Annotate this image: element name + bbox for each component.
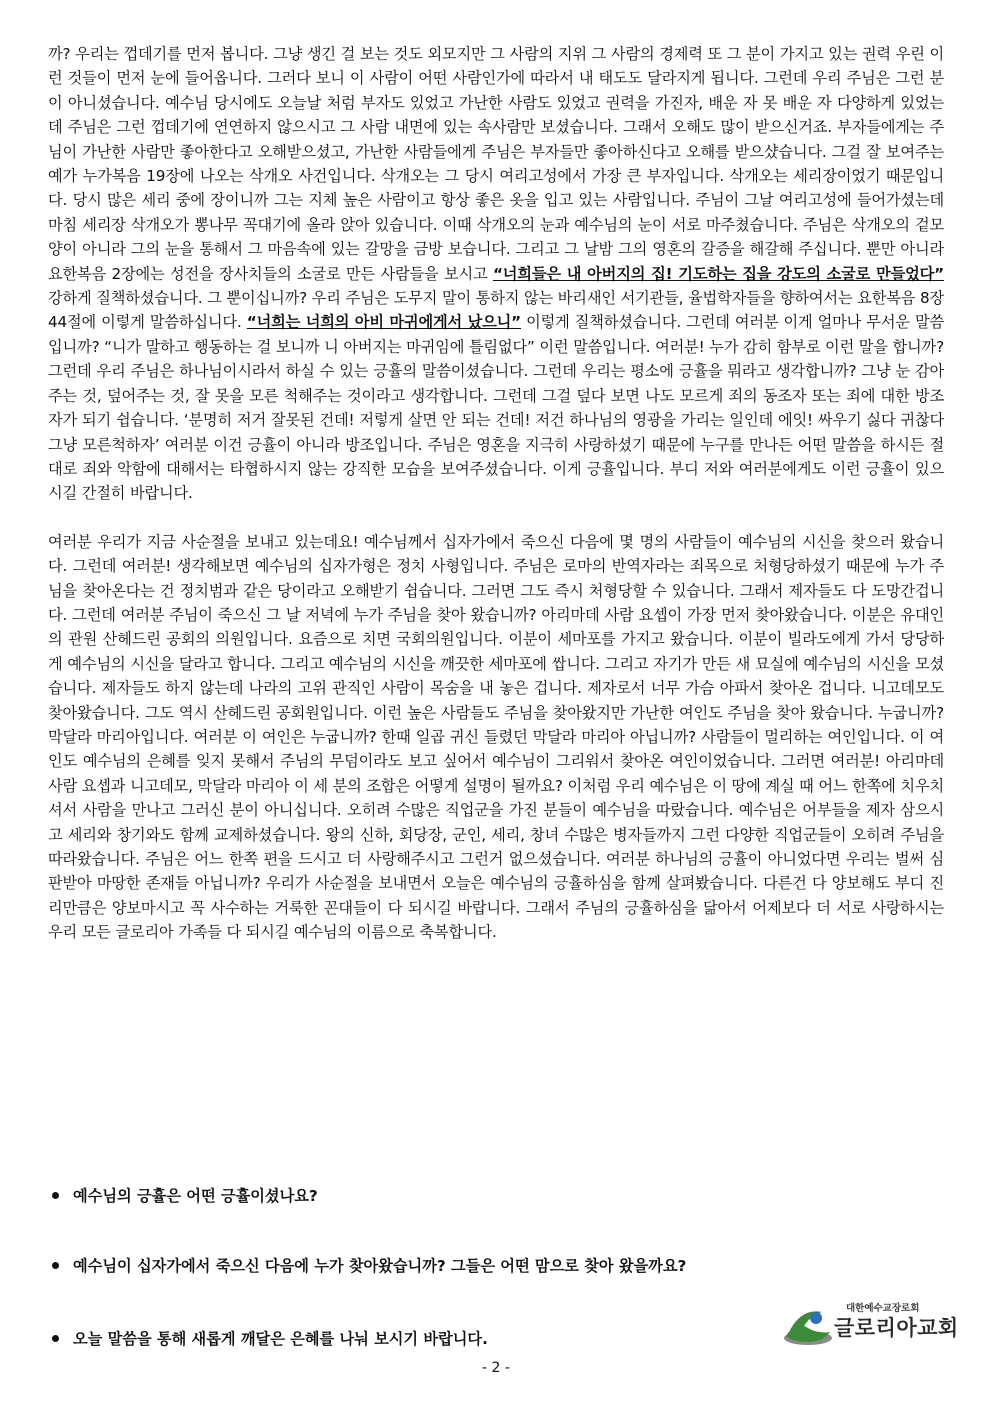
sermon-body	[48, 42, 944, 945]
paragraph-1-text-b: 강하게 질책하셨습니다. 그 뿐이십니까? 우리 주님은 도무지 말이 통하지 않는 바리새인 서기관들, 율법학자들을 향하여서는 요한복음 8장 44절에 이렇게 말씀하십니다.	[48, 289, 944, 332]
bullet-icon	[52, 1192, 59, 1199]
paragraph-1-text-c: 이렇게 질책하셨습니다. 그런데 여러분 이게 얼마나 무서운 말씀입니까? “니가 말하고 행동하는 걸 보니까 니 아버지는 마귀임에 틀림없다” 이런 말씀입니다. 여러분! 누가 감히 함부로 이런 말을 합니까? 그런데 우리 주님은 하나님이시라서 하실 수 있는 긍휼의 말씀이셨습니다. 그런데 우리는 평소에 긍휼을 뭐라고 생각합니까? 그냥 눈 감아주는 것, 덮어주는 것, 잘 못을 모른 척해주는 것이라고 생각합니다. 그런데 그걸 덮다 보면 나도 모르게 죄의 동조자 또는 죄에 대한 방조자가 되기 쉽습니다. ‘분명히 저거 잘못된 건데! 저렇게 살면 안 되는 건데! 저건 하나님의 영광을 가리는 일인데 에잇! 싸우기 싫다 귀찮다 그냥 모른척하자’ 여러분 이건 긍휼이 아니라 방조입니다. 주님은 영혼을 지극히 사랑하셨기 때문에 누구를 만나든 어떤 말씀을 하시든 절대로 죄와 악함에 대해서는 타협하시지 않는 강직한 모습을 보여주셨습니다. 이게 긍휼입니다. 부디 저와 여러분에게도 이런 긍휼이 있으시길 간절히 바랍니다.	[48, 313, 944, 503]
paragraph-1	[48, 42, 944, 506]
question-text: 예수님이 십자가에서 죽으신 다음에 누가 찾아왔습니까? 그들은 어떤 맘으로 찾아 왔을까요?	[73, 1257, 687, 1275]
question-text: 오늘 말씀을 통해 새롭게 깨달은 은혜를 나눠 보시기 바랍니다.	[73, 1330, 488, 1348]
question-item	[52, 1328, 488, 1349]
logo-name: 글로리아교회	[834, 1316, 959, 1340]
logo-subtitle: 대한예수교장로회	[846, 1303, 920, 1314]
question-item	[52, 1255, 686, 1276]
bullet-icon	[52, 1335, 59, 1342]
question-text: 예수님의 긍휼은 어떤 긍휼이셨나요?	[73, 1187, 318, 1205]
quote-father-devil: “너희는 너희의 아비 마귀에게서 났으니”	[246, 313, 521, 332]
question-item	[52, 1185, 318, 1206]
church-emblem-icon	[782, 1302, 834, 1346]
church-logo	[782, 1298, 959, 1348]
paragraph-1-text-a: 까? 우리는 껍데기를 먼저 봅니다. 그냥 생긴 걸 보는 것도 외모지만 그 사람의 지위 그 사람의 경제력 또 그 분이 가지고 있는 권력 우린 이런 것들이 먼저 눈에 들어옵니다. 그러다 보니 이 사람이 어떤 사람인가에 따라서 내 태도도 달라지게 됩니다. 그런데 우리 주님은 그런 분이 아니셨습니다. 예수님 당시에도 오늘날 처럼 부자도 있었고 가난한 사람도 있었고 권력을 가진자, 배운 자 못 배운 자 다양하게 있었는데 주님은 그런 껍데기에 연연하지 않으시고 그 사람 내면에 있는 속사람만 보셨습니다. 그래서 오해도 많이 받으신거죠. 부자들에게는 주님이 가난한 사람만 좋아한다고 오해받으셨고, 가난한 사람들에게 주님은 부자들만 좋아하신다고 오해를 받으샸습니다. 그걸 잘 보여주는 예가 누가복음 19장에 나오는 삭개오 사건입니다. 삭개오는 그 당시 여리고성에서 가장 큰 부자입니다. 삭개오는 세리장이었기 때문입니다. 당시 많은 세리 중에 장이니까 그는 지체 높은 사람이고 항상 좋은 옷을 입고 있는 사람입니다. 주님이 그날 여리고성에 들어가셨는데 마침 세리장 삭개오가 뽕나무 꼭대기에 올라 앉아 있습니다. 이때 삭개오의 눈과 예수님의 눈이 서로 마주쳤습니다. 주님은 삭개오의 겉모양이 아니라 그의 눈을 통해서 그 마음속에 있는 갈망을 금방 보습니다. 그리고 그 날밤 그의 영혼의 갈증을 해갈해 주십니다. 뿐만 아니라 요한복음 2장에는 성전을 장사치들의 소굴로 만든 사람들을 보시고	[48, 45, 944, 283]
quote-den-of-robbers: “너희들은 내 아버지의 집! 기도하는 집을 강도의 소굴로 만들었다”	[492, 264, 944, 283]
page-number: - 2 -	[482, 1360, 510, 1376]
paragraph-2: 여러분 우리가 지금 사순절을 보내고 있는데요! 예수님께서 십자가에서 죽으신 다음에 몇 명의 사람들이 예수님의 시신을 찾으러 왔습니다. 그런데 여러분! 생각해보면 예수님의 십자가형은 정치 사형입니다. 주님은 로마의 반역자라는 죄목으로 처형당하셨기 때문에 누가 주님을 찾아온다는 건 정치범과 같은 당이라고 오해받기 쉽습니다. 그러면 그도 즉시 처형당할 수 있습니다. 그래서 제자들도 다 도망간겁니다. 그런데 여러분 주님이 죽으신 그 날 저녁에 누가 주님을 찾아 왔습니까? 아리마데 사람 요셉이 가장 먼저 찾아왔습니다. 이분은 유대인의 관원 산헤드린 공회의 의원입니다. 요즘으로 치면 국회의원입니다. 이분이 세마포를 가지고 왔습니다. 이분이 빌라도에게 가서 당당하게 예수님의 시신을 달라고 합니다. 그리고 예수님의 시신을 깨끗한 세마포에 쌉니다. 그리고 자기가 만든 새 묘실에 예수님의 시신을 모셨습니다. 제자들도 하지 않는데 나라의 고위 관직인 사람이 목숨을 내 놓은 겁니다. 제자로서 너무 가슴 아파서 찾아온 겁니다. 니고데모도 찾아왔습니다. 그도 역시 산헤드린 공회원입니다. 이런 높은 사람들도 주님을 찾아왔지만 가난한 여인도 주님을 찾아 왔습니다. 누굽니까? 막달라 마리아입니다. 여러분 이 여인은 누굽니까? 한때 일곱 귀신 들렸던 막달라 마리아 아닙니까? 사람들이 멀리하는 여인입니다. 이 여인도 예수님의 은혜를 잊지 못해서 주님의 무덤이라도 보고 싶어서 예수님이 그리워서 찾아온 여인이었습니다. 그러면 여러분! 아리마데 사람 요셉과 니고데모, 막달라 마리아 이 세 분의 조합은 어떻게 설명이 될까요? 이처럼 우리 예수님은 이 땅에 계실 때 어느 한쪽에 치우치셔서 사람을 만나고 그러신 분이 아니십니다. 오히려 수많은 직업군을 가진 분들이 예수님을 따랐습니다. 예수님은 어부들을 제자 삼으시고 세리와 창기와도 함께 교제하셨습니다. 왕의 신하, 회당장, 군인, 세리, 창녀 수많은 병자들까지 그런 다양한 직업군들이 오히려 주님을 따라왔습니다. 주님은 어느 한쪽 편을 드시고 더 사랑해주시고 그런거 없으셨습니다. 여러분 하나님의 긍휼이 아니었다면 우리는 벌써 심판받아 마땅한 존재들 아닙니까? 우리가 사순절을 보내면서 오늘은 예수님의 긍휼하심을 함께 살펴봤습니다. 다른건 다 양보해도 부디 진리만큼은 양보마시고 꼭 사수하는 거룩한 꼰대들이 다 되시길 바랍니다. 그래서 주님의 긍휼하심을 닮아서 어제보다 더 서로 사랑하시는 우리 모든 글로리아 가족들 다 되시길 예수님의 이름으로 축복합니다.	[48, 532, 944, 942]
bullet-icon	[52, 1262, 59, 1269]
